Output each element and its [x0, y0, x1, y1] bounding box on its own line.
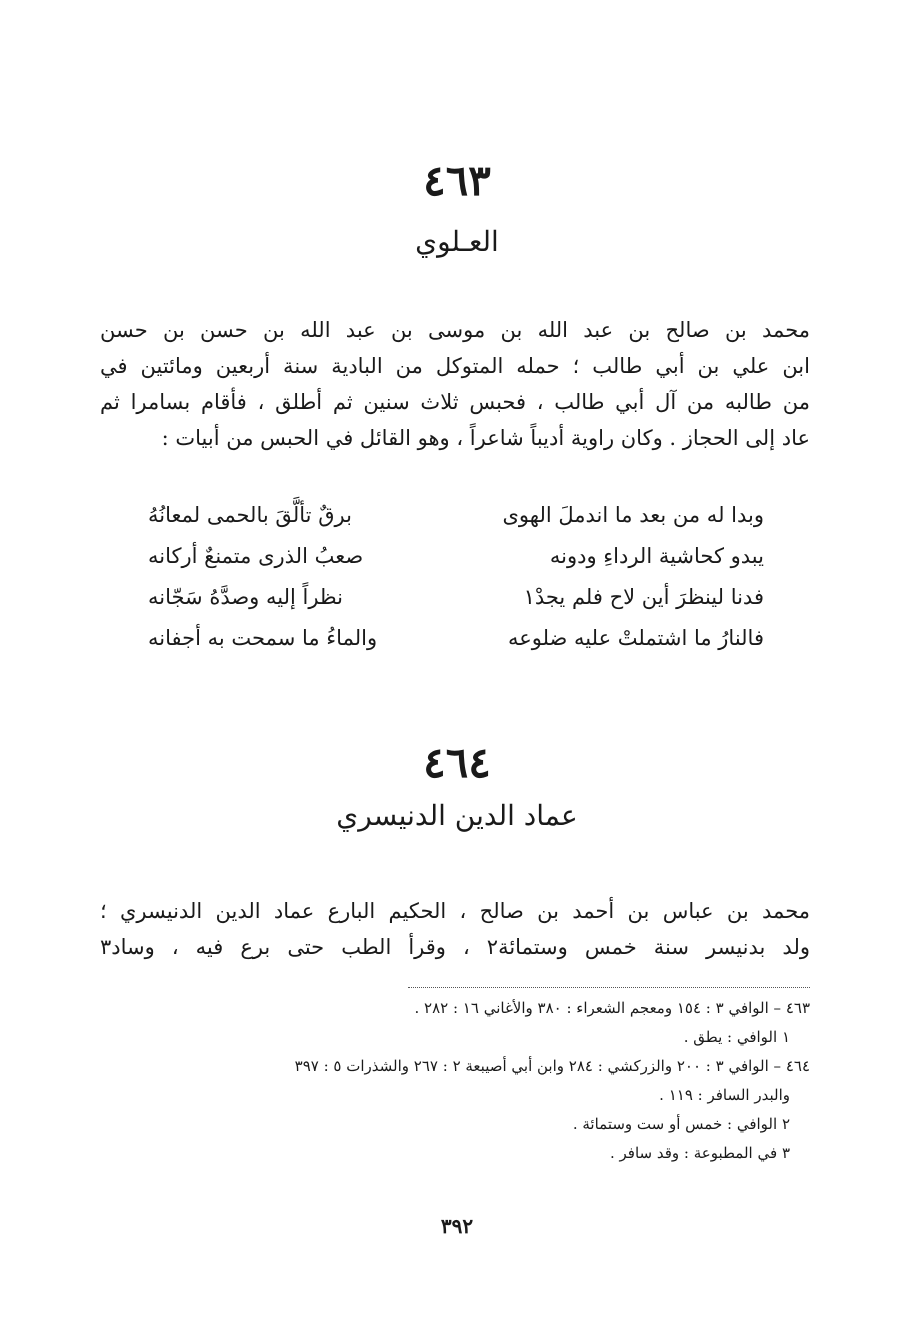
footnote: ٢ الوافي : خمس أو ست وستمائة .: [572, 1115, 790, 1133]
prose-line: محمد بن صالح بن عبد الله بن موسى بن عبد الله بن حسن بن حسن: [100, 318, 810, 342]
footnote: والبدر السافر : ١١٩ .: [659, 1086, 790, 1104]
verse-first-hemistich: يبدو كحاشية الرداءِ ودونه: [549, 543, 764, 568]
verse-first-hemistich: فالنارُ ما اشتملتْ عليه ضلوعه: [507, 625, 764, 650]
footnote: ٤٦٣ – الوافي ٣ : ١٥٤ ومعجم الشعراء : ٣٨٠ والأغاني ١٦ : ٢٨٢ .: [414, 999, 810, 1017]
footnote: ٤٦٤ – الوافي ٣ : ٢٠٠ والزركشي : ٢٨٤ وابن أبي أصيبعة ٢ : ٢٦٧ والشذرات ٥ : ٣٩٧: [294, 1057, 810, 1075]
footnote-divider: [408, 987, 810, 988]
footnote: ١ الوافي : يطق .: [683, 1028, 790, 1046]
footnotes: [100, 994, 810, 1168]
entry-title-dunaysiri: عماد الدين الدنيسري: [336, 799, 578, 832]
verse-first-hemistich: فدنا لينظرَ أين لاح فلم يجدْ١: [523, 584, 764, 609]
prose-line: محمد بن عباس بن أحمد بن صالح ، الحكيم البارع عماد الدين الدنيسري ؛: [100, 899, 810, 923]
verse-line: [148, 494, 764, 535]
verse-line: [148, 576, 764, 617]
prose-line: عاد إلى الحجاز . وكان راوية أديباً شاعراً ، وهو القائل في الحبس من أبيات :: [161, 426, 810, 450]
entry-463-poem: [148, 494, 764, 658]
prose-line: ولد بدنيسر سنة خمس وستمائة٢ ، وقرأ الطب حتى برع فيه ، وساد٣: [100, 935, 810, 959]
verse-second-hemistich: نظراً إليه وصدَّهُ سَجّانه: [148, 584, 343, 609]
entry-number-463: ٤٦٣: [423, 156, 491, 205]
entry-464-biography: [100, 893, 810, 965]
verse-second-hemistich: والماءُ ما سمحت به أجفانه: [148, 625, 378, 650]
page-number: ٣٩٢: [440, 1214, 474, 1238]
verse-line: [148, 535, 764, 576]
verse-second-hemistich: صعبُ الذرى متمنعٌ أركانه: [148, 543, 364, 568]
entry-number-464: ٤٦٤: [423, 738, 491, 787]
footnote: ٣ في المطبوعة : وقد سافر .: [609, 1144, 790, 1162]
prose-line: ابن علي بن أبي طالب ؛ حمله المتوكل من البادية سنة أربعين ومائتين في: [100, 354, 810, 378]
verse-first-hemistich: وبدا له من بعد ما اندملَ الهوى: [502, 502, 764, 527]
prose-line: من طالبه من آل أبي طالب ، فحبس ثلاث سنين ثم أطلق ، فأقام بسامرا ثم: [100, 390, 810, 414]
verse-second-hemistich: برقٌ تألَّقَ بالحمى لمعانُهُ: [148, 502, 352, 527]
entry-title-alawi: العـلوي: [415, 225, 499, 258]
verse-line: [148, 617, 764, 658]
entry-463-biography: [100, 312, 810, 456]
